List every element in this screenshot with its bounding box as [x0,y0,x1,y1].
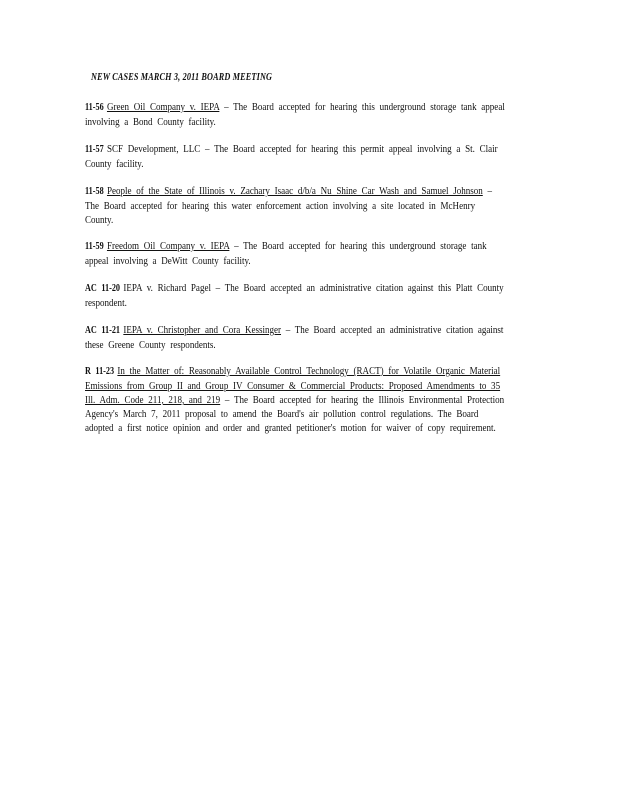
case-title: Freedom Oil Company v. IEPA [106,240,230,252]
case-number: 11-59 [85,241,104,252]
case-description: SCF Development, LLC – The Board accepted for hearing this permit appeal involving a St. Clair County facility. [85,143,498,170]
case-number: 11-57 [85,144,104,155]
case-number: R 11-23 [85,366,115,377]
case-entry [85,281,505,310]
case-entry [85,184,505,227]
case-number: AC 11-20 [85,283,121,294]
case-number: 11-56 [85,102,104,113]
case-entry [85,239,505,268]
case-entry [85,323,505,352]
case-title: Green Oil Company v. IEPA [106,101,220,113]
case-entry [85,142,505,171]
case-description: – The Board accepted for hearing this underground storage tank appeal involving a DeWitt County facility. [85,240,487,267]
case-description: – The Board accepted for hearing this water enforcement action involving a site located in McHenry County. [85,185,493,226]
case-title: People of the State of Illinois v. Zachary Isaac d/b/a Nu Shine Car Wash and Samuel Johnson [106,185,483,197]
case-title: IEPA v. Christopher and Cora Kessinger [123,324,282,336]
case-description: – The Board accepted an administrative citation against these Greene County respondents. [85,324,504,351]
case-number: 11-58 [85,186,104,197]
case-entry [85,100,505,129]
case-description: IEPA v. Richard Pagel – The Board accepted an administrative citation against this Platt County respondent. [85,282,504,309]
page-heading: NEW CASES MARCH 3, 2011 BOARD MEETING [91,72,273,83]
case-description: – The Board accepted for hearing this underground storage tank appeal involving a Bond County facility. [85,101,505,128]
case-number: AC 11-21 [85,325,121,336]
case-entry [85,364,505,435]
case-description: – The Board accepted for hearing the Illinois Environmental Protection Agency's March 7, 2011 proposal to amend the Board's air pollution control regulations. The Board adopted a first notice opinion and order and granted petitioner's motion for waiver of copy requirement. [85,394,505,434]
case-title: In the Matter of: Reasonably Available Control Technology (RACT) for Volatile Organic Material Emissions from Group II and Group IV Consumer & Commercial Products: Proposed Amendments to 35 Ill. Adm. Code 211, 218, and 219 [85,365,501,406]
